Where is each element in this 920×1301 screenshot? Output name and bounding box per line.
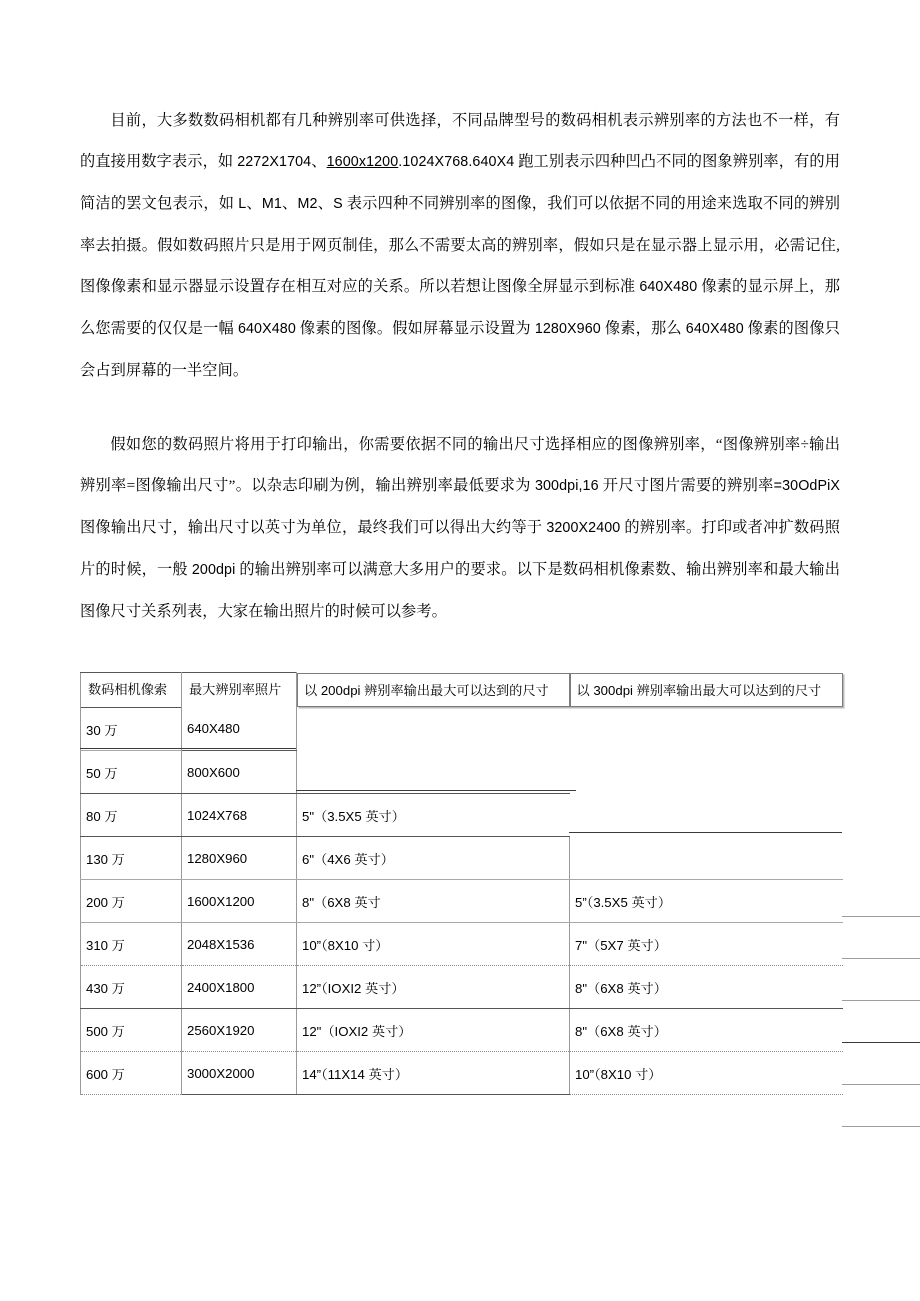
cell-pixels: 430 万 bbox=[81, 966, 182, 1009]
cell-dpi300 bbox=[570, 794, 843, 837]
table-row bbox=[81, 966, 843, 1009]
inline-text: 、 bbox=[317, 195, 334, 212]
cell-dpi300: 7"（5X7 英寸） bbox=[570, 923, 843, 966]
inline-number: 640X480 bbox=[685, 321, 744, 337]
cell-dpi200 bbox=[297, 708, 570, 751]
rule-row5-right-extension bbox=[842, 916, 920, 917]
cell-dpi200: 8"（6X8 英寸 bbox=[297, 880, 570, 923]
cell-resolution: 1024X768 bbox=[182, 794, 297, 837]
table-row bbox=[81, 837, 843, 880]
table-row bbox=[81, 751, 843, 794]
cell-dpi300: 10”（8X10 寸） bbox=[570, 1052, 843, 1095]
table-row bbox=[81, 794, 843, 837]
header-cell-pixels bbox=[81, 673, 182, 708]
cell-dpi200: 12"（IOXI2 英寸） bbox=[297, 1009, 570, 1052]
inline-number: 2272X1704 bbox=[237, 154, 312, 170]
cell-resolution: 2400X1800 bbox=[182, 966, 297, 1009]
table-row bbox=[81, 923, 843, 966]
paragraph-1 bbox=[80, 100, 840, 391]
header-label-dpi200: 以 200dpi 辨别率输出最大可以达到的尺寸 bbox=[297, 673, 570, 707]
inline-text: 开尺寸图片需要的辨别率 bbox=[598, 477, 774, 494]
cell-dpi300 bbox=[570, 708, 843, 751]
inline-text: 跑工别表示四种凹凸不同的图象辨别率，有的用简洁的罢文包表示，如 bbox=[80, 153, 840, 212]
cell-dpi300 bbox=[570, 751, 843, 794]
inline-text: 假如您的数码照片将用于打印输出，你需要依据不同的输出尺寸选择相应的图像辨别率，“图像辨别率÷输出辨别率=图像输出尺寸”。以杂志印刷为例，输出辨别率最低要求为 bbox=[80, 436, 840, 494]
cell-resolution: 1280X960 bbox=[182, 837, 297, 880]
cell-dpi300: 5”（3.5X5 英寸） bbox=[570, 880, 843, 923]
cell-pixels: 50 万 bbox=[81, 751, 182, 794]
inline-text: 像素的图像。假如屏幕显示设置为 bbox=[295, 320, 535, 337]
inline-number: 1280X960 bbox=[534, 321, 601, 337]
cell-dpi300 bbox=[570, 837, 843, 880]
header-label-pixels: 数码相机像索 bbox=[88, 682, 168, 697]
inline-text: 目前，大多数数码相机都有几种辨别率可供选择，不同品牌型号的数码相机表示辨别率的方法也不一样，有的直接用数字表示，如 bbox=[80, 112, 840, 170]
cell-resolution: 2560X1920 bbox=[182, 1009, 297, 1052]
cell-dpi300: 8"（6X8 英寸） bbox=[570, 1009, 843, 1052]
cell-dpi200: 12”（IOXI2 英寸） bbox=[297, 966, 570, 1009]
rule-row7-right-extension bbox=[842, 1000, 920, 1001]
table-header-row bbox=[81, 673, 843, 708]
header-label-dpi300: 以 300dpi 辨别率输出最大可以达到的尺寸 bbox=[570, 673, 843, 707]
inline-number: .1024X768.640X4 bbox=[398, 154, 515, 170]
inline-text: 图像输出尺寸，输出尺寸以英寸为单位，最终我们可以得出大约等于 bbox=[80, 519, 547, 536]
cell-pixels: 30 万 bbox=[81, 708, 182, 751]
inline-number: 3200X2400 bbox=[546, 520, 621, 536]
table-row bbox=[81, 1009, 843, 1052]
cell-dpi200: 5"（3.5X5 英寸） bbox=[297, 794, 570, 837]
cell-dpi200: 10”（8X10 寸） bbox=[297, 923, 570, 966]
rule-row2-extension bbox=[296, 790, 576, 791]
cell-resolution: 640X480 bbox=[182, 708, 297, 751]
cell-dpi200: 14”（11X14 英寸） bbox=[297, 1052, 570, 1095]
cell-resolution: 800X600 bbox=[182, 751, 297, 794]
inline-number: 640X480 bbox=[639, 279, 698, 295]
cell-dpi200 bbox=[297, 751, 570, 794]
cell-dpi200: 6"（4X6 英寸） bbox=[297, 837, 570, 880]
cell-pixels: 130 万 bbox=[81, 837, 182, 880]
cell-pixels: 600 万 bbox=[81, 1052, 182, 1095]
cell-resolution: 2048X1536 bbox=[182, 923, 297, 966]
cell-resolution: 3000X2000 bbox=[182, 1052, 297, 1095]
inline-number: M2 bbox=[297, 196, 318, 212]
inline-text: 、 bbox=[281, 195, 298, 212]
camera-resolution-table bbox=[80, 672, 843, 1095]
cell-pixels: 310 万 bbox=[81, 923, 182, 966]
inline-text: 、 bbox=[246, 195, 262, 212]
table-row bbox=[81, 1052, 843, 1095]
header-label-resolution: 最大辨别率照片 bbox=[189, 682, 282, 698]
inline-number: M1 bbox=[261, 196, 282, 212]
cell-pixels: 200 万 bbox=[81, 880, 182, 923]
paragraph-2 bbox=[80, 424, 840, 632]
cell-resolution: 1600X1200 bbox=[182, 880, 297, 923]
inline-text: 像素的显示屏上，那么您需要的仅仅是一幅 bbox=[80, 278, 841, 337]
inline-text: 的辨别率。打印或者冲扩数码照片的时候，一般 bbox=[80, 519, 840, 578]
table-row bbox=[81, 880, 843, 923]
inline-text: 、 bbox=[311, 153, 327, 170]
inline-text: 表示四种不同辨别率的图像，我们可以依据不同的用途来选取不同的辨别率去拍摄。假如数码照片只是用于网页制佳，那么不需要太高的辨别率，假如只是在显示器上显示用，必需记住,图像像素和显示器显示设置存在相互对应的关系。所以若想让图像全屏显示到标准 bbox=[80, 195, 841, 295]
rule-row6-right-extension bbox=[842, 958, 920, 959]
inline-number: 300dpi,16 bbox=[534, 478, 599, 494]
header-cell-dpi300 bbox=[570, 673, 843, 708]
inline-text: 像素，那么 bbox=[600, 320, 686, 337]
rule-row1-extension bbox=[80, 748, 296, 749]
inline-text: 的输出辨别率可以满意大多用户的要求。以下是数码相机像素数、输出辨别率和最大输出图像尺寸关系列表，大家在输出照片的时候可以参考。 bbox=[80, 561, 840, 620]
inline-number: L bbox=[238, 196, 247, 212]
header-cell-dpi200 bbox=[297, 673, 570, 708]
header-cell-resolution bbox=[182, 673, 297, 708]
rule-row3-extension bbox=[569, 832, 842, 833]
inline-number: 640X480 bbox=[237, 321, 296, 337]
inline-text: 像素的图像只会占到屏幕的一半空间。 bbox=[80, 320, 841, 379]
rule-table-bottom-extension bbox=[842, 1126, 920, 1127]
rule-row9-right-extension bbox=[842, 1084, 920, 1085]
cell-pixels: 80 万 bbox=[81, 794, 182, 837]
cell-pixels: 500 万 bbox=[81, 1009, 182, 1052]
table-row bbox=[81, 708, 843, 751]
rule-row8-right-extension bbox=[842, 1042, 920, 1043]
cell-dpi300: 8"（6X8 英寸） bbox=[570, 966, 843, 1009]
inline-number: S bbox=[333, 196, 343, 212]
inline-number: 200dpi bbox=[191, 562, 236, 578]
inline-number: =30OdPiX bbox=[773, 478, 841, 494]
camera-resolution-table-wrapper bbox=[80, 672, 842, 1095]
inline-number-underlined: 1600x1200 bbox=[326, 154, 399, 170]
